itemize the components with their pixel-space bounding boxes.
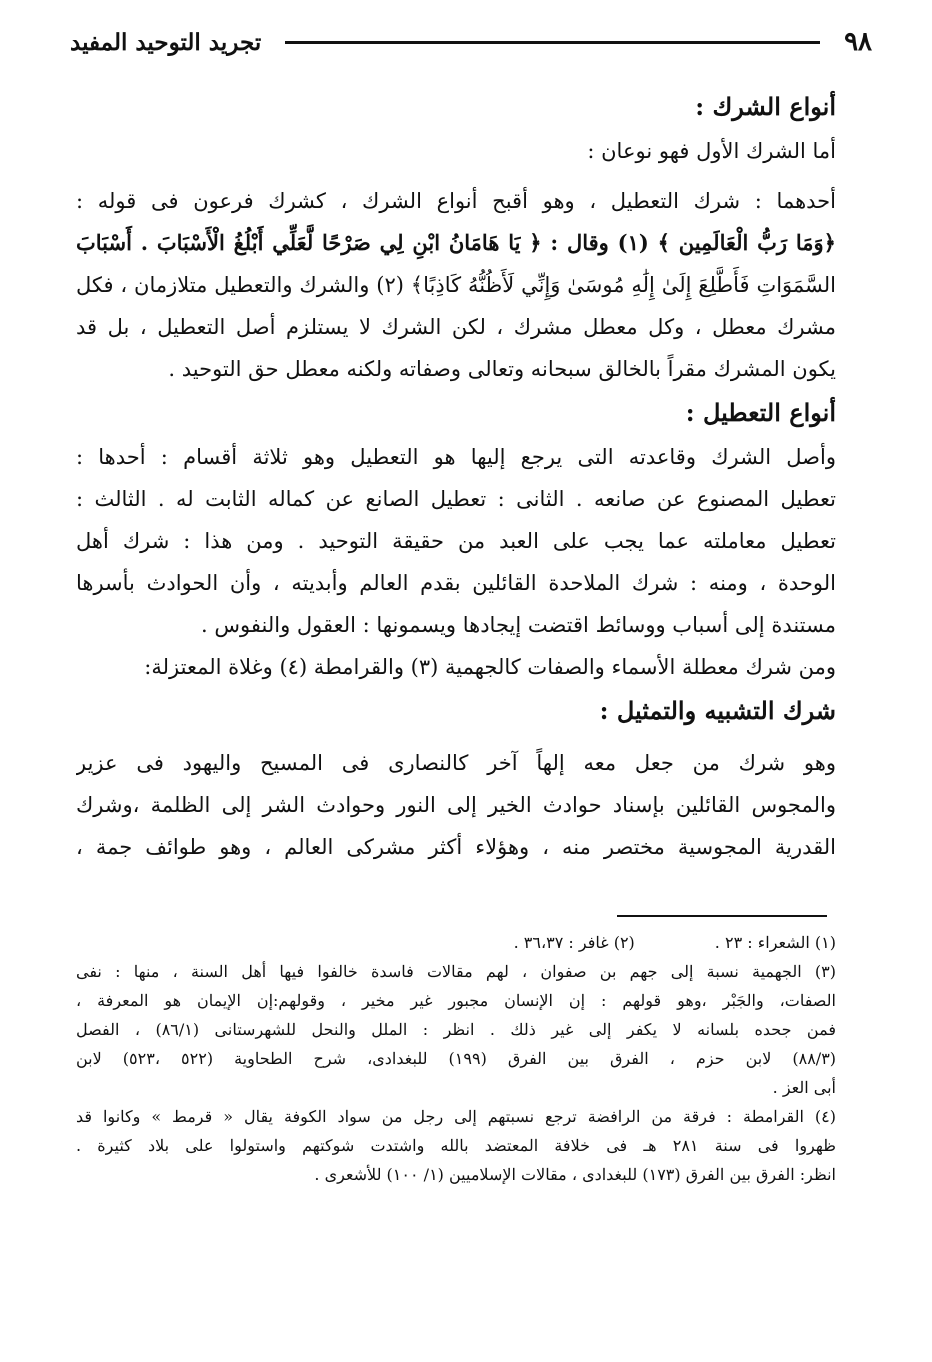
paragraph-tashbih — [76, 742, 836, 868]
quran-line: ﴿وَمَا رَبُّ الْعَالَمِين ﴾ (١) وقال : ﴿ يَا هَامَانُ ابْنِ لِي صَرْحًا لَّعَلِّي أَبْلُغُ الْأَسْبَابَ . أَسْبَابَ — [76, 230, 836, 255]
footnotes — [76, 928, 836, 1189]
text-line: يكون المشرك مقراً بالخالق سبحانه وتعالى وصفاته ولكنه معطل حق التوحيد . — [168, 357, 836, 381]
footnote-line: الصفات، والجَبْر ،وهو قولهم : إن الإنسان مجبور غير مخير ، وقولهم:إن الإيمان هو المعرفة ، — [76, 991, 836, 1010]
text-line: وأصل الشرك وقاعدته التى يرجع إليها هو التعطيل وهو ثلاثة أقسام : أحدها : — [76, 445, 836, 469]
header-rule — [285, 41, 820, 44]
footnote-3 — [76, 957, 836, 1102]
running-title: تجريد التوحيد المفيد — [70, 28, 262, 56]
paragraph-mu-attila — [76, 646, 836, 688]
footnote-separator — [617, 915, 827, 917]
footnote-4 — [76, 1102, 836, 1189]
heading-tashbih: شرك التشبيه والتمثيل : — [599, 696, 836, 725]
text-line: والمجوس القائلين بإسناد حوادث الخير إلى النور وحوادث الشر إلى الظلمة ،وشرك — [76, 793, 836, 817]
footnote-row-1-2 — [76, 928, 836, 957]
footnote-2: (٢) غافر : ٣٦،٣٧ . — [513, 933, 635, 952]
text-line: ومن شرك معطلة الأسماء والصفات كالجهمية (٣) والقرامطة (٤) وغلاة المعتزلة: — [144, 655, 836, 679]
text-line: أحدهما : شرك التعطيل ، وهو أقبح أنواع الشرك ، كشرك فرعون فى قوله : — [76, 189, 836, 213]
text-line: تعطيل معاملته عما يجب على العبد من حقيقة التوحيد . ومن هذا : شرك أهل — [76, 529, 836, 553]
main-text — [76, 84, 836, 868]
text-line: أما الشرك الأول فهو نوعان : — [587, 139, 836, 163]
quran-line: السَّمَوَاتِ فَأَطَّلِعَ إِلَىٰ إِلَٰهِ مُوسَىٰ وَإِنِّي لَأَظُنُّهُ كَاذِبًا﴾ (٢) والشرك والتعطيل متلازمان ، فكل — [76, 273, 836, 297]
paragraph-intro — [76, 130, 836, 172]
footnote-line: (٨٨/٣) لابن حزم ، الفرق بين الفرق (١٩٩) للبغدادى، شرح الطحاوية (٥٢٢ ،٥٢٣) لابن — [76, 1049, 836, 1068]
heading-kinds-of-ta-til: أنواع التعطيل : — [685, 398, 836, 427]
footnote-line: فمن جحده بلسانه لا يكفر إلى غير ذلك . انظر : الملل والنحل للشهرستانى (٨٦/١) ، الفصل — [76, 1020, 836, 1039]
text-line: الوحدة ، ومنه : شرك الملاحدة القائلين بقدم العالم وأبديته ، وأن الحوادث بأسرها — [76, 571, 836, 595]
footnote-line: انظر: الفرق بين الفرق (١٧٣) للبغدادى ، مقالات الإسلاميين (١/ ١٠٠) للأشعرى . — [314, 1165, 836, 1184]
footnote-line: (٤) القرامطة : فرقة من الرافضة ترجع نسبتهم إلى رجل من سواد الكوفة يقال « قرمط » وكانوا قد — [76, 1107, 836, 1126]
footnote-line: ظهروا فى سنة ٢٨١ هـ فى خلافة المعتضد بالله واشتدت شوكتهم واستولوا على بلاد كثيرة . — [76, 1136, 836, 1155]
text-line: تعطيل المصنوع عن صانعه . الثانى : تعطيل الصانع عن كماله الثابت له . الثالث : — [76, 487, 836, 511]
page-number: ٩٨ — [844, 27, 872, 57]
footnote-1: (١) الشعراء : ٢٣ . — [714, 933, 836, 952]
text-line: وهو شرك من جعل معه إلهاً آخر كالنصارى فى المسيح واليهود فى عزير — [76, 751, 836, 775]
paragraph-asl-shirk — [76, 436, 836, 646]
paragraph-ta-til — [76, 180, 836, 390]
footnote-line: (٣) الجهمية نسبة إلى جهم بن صفوان ، لهم مقالات فاسدة خالفوا فيها أهل السنة ، منها : نفى — [76, 962, 836, 981]
text-line: القدرية المجوسية مختصر منه ، وهؤلاء أكثر مشركى العالم ، وهو طوائف جمة ، — [76, 835, 836, 859]
heading-kinds-of-shirk: أنواع الشرك : — [695, 92, 836, 121]
text-line: مستندة إلى أسباب ووسائط اقتضت إيجادها ويسمونها : العقول والنفوس . — [201, 613, 836, 637]
page-header — [70, 22, 872, 62]
footnote-line: أبى العز . — [772, 1078, 836, 1097]
text-line: مشرك معطل ، وكل معطل مشرك ، لكن الشرك لا يستلزم أصل التعطيل ، بل قد — [76, 315, 836, 339]
